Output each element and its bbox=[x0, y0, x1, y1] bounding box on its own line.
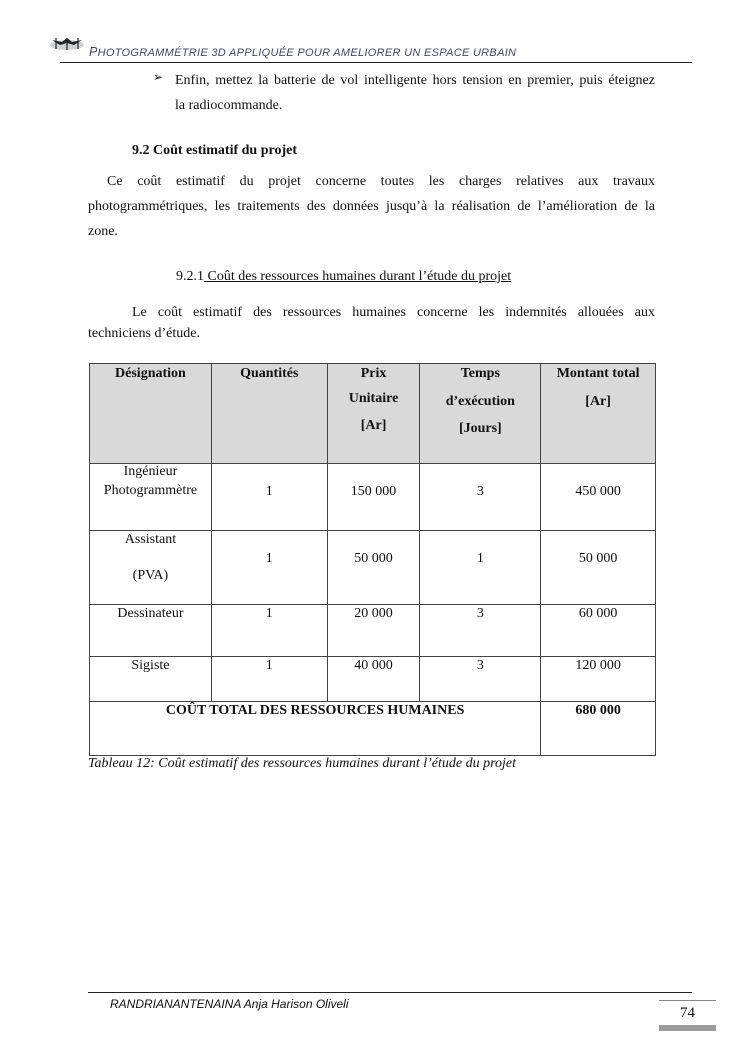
arrow-bullet-icon: ➢ bbox=[153, 70, 164, 84]
drone-logo-icon bbox=[48, 32, 86, 52]
cell-quantity: 1 bbox=[211, 605, 327, 657]
cell-unit-price: 50 000 bbox=[327, 531, 420, 605]
header-quantites: Quantités bbox=[211, 364, 327, 464]
table-row bbox=[90, 605, 656, 657]
cell-total: 60 000 bbox=[541, 605, 656, 657]
bullet-line-2: la radiocommande. bbox=[175, 98, 283, 113]
header-designation: Désignation bbox=[90, 364, 212, 464]
cost-table bbox=[89, 363, 656, 756]
footer-author: RANDRIANANTENAINA Anja Harison Oliveli bbox=[110, 997, 349, 1011]
total-value-cell: 680 000 bbox=[541, 702, 656, 756]
cell-duration: 3 bbox=[420, 657, 541, 702]
cell-unit-price: 150 000 bbox=[327, 464, 420, 531]
cell-duration: 3 bbox=[420, 464, 541, 531]
cell-quantity: 1 bbox=[211, 464, 327, 531]
table-total-row bbox=[90, 702, 656, 756]
header-temps: Temps d’exécution [Jours] bbox=[420, 364, 541, 464]
cell-designation: Sigiste bbox=[90, 657, 212, 702]
table-caption: Tableau 12: Coût estimatif des ressources humaines durant l’étude du projet bbox=[88, 756, 517, 771]
header-montant-total: Montant total [Ar] bbox=[541, 364, 656, 464]
cell-total: 50 000 bbox=[541, 531, 656, 605]
header-rule bbox=[60, 62, 692, 63]
cell-quantity: 1 bbox=[211, 531, 327, 605]
header-prix-unitaire: Prix Unitaire [Ar] bbox=[327, 364, 420, 464]
paragraph-line: photogrammétriques, les traitements des données jusqu’à la réalisation de l’amélioration de la bbox=[88, 199, 655, 214]
table-header-row bbox=[90, 364, 656, 464]
paragraph-line: Le coût estimatif des ressources humaines concerne les indemnités allouées aux bbox=[132, 305, 655, 320]
cell-unit-price: 40 000 bbox=[327, 657, 420, 702]
paragraph-line: Ce coût estimatif du projet concerne toutes les charges relatives aux travaux bbox=[107, 174, 655, 189]
cell-quantity: 1 bbox=[211, 657, 327, 702]
bullet-line-1: Enfin, mettez la batterie de vol intelligente hors tension en premier, puis éteignez bbox=[175, 73, 655, 88]
table-row bbox=[90, 657, 656, 702]
table-row bbox=[90, 531, 656, 605]
total-label-cell: COÛT TOTAL DES RESSOURCES HUMAINES bbox=[90, 702, 541, 756]
section-heading-9-2: 9.2 Coût estimatif du projet bbox=[132, 143, 298, 158]
paragraph-line: techniciens d’étude. bbox=[88, 326, 200, 341]
page-number-bar bbox=[659, 1025, 716, 1031]
paragraph-line: zone. bbox=[88, 224, 118, 239]
table-row bbox=[90, 464, 656, 531]
cell-total: 120 000 bbox=[541, 657, 656, 702]
cell-designation: Assistant (PVA) bbox=[90, 531, 212, 605]
cell-duration: 3 bbox=[420, 605, 541, 657]
cell-total: 450 000 bbox=[541, 464, 656, 531]
footer-rule bbox=[88, 992, 692, 993]
cell-designation: Ingénieur Photogrammètre bbox=[90, 464, 212, 531]
page-number: 74 bbox=[680, 1005, 695, 1021]
header-title: PHOTOGRAMMÉTRIE 3D APPLIQUÉE POUR AMELIORER UN ESPACE URBAIN bbox=[89, 45, 517, 59]
cell-unit-price: 20 000 bbox=[327, 605, 420, 657]
section-heading-9-2-1: 9.2.1 Coût des ressources humaines durant l’étude du projet bbox=[176, 269, 512, 284]
cell-designation: Dessinateur bbox=[90, 605, 212, 657]
cell-duration: 1 bbox=[420, 531, 541, 605]
